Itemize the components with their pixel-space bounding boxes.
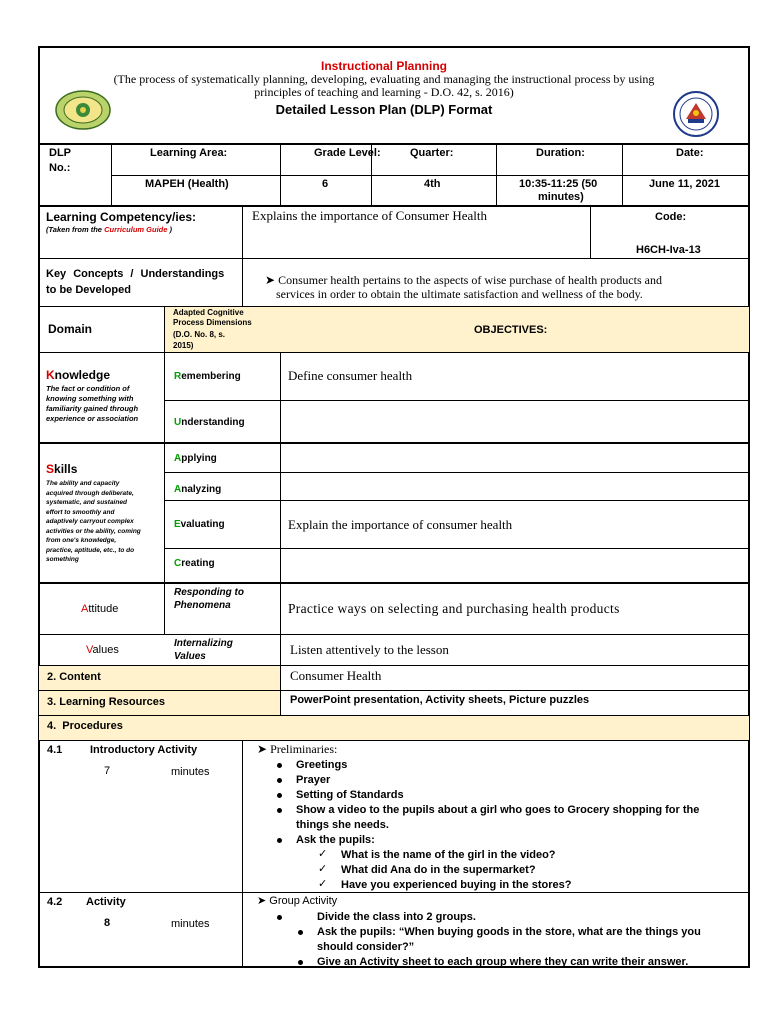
activity-item-continued: should consider?” [317,941,415,953]
bullet-dot-icon [277,793,282,798]
dlp-format-title: Detailed Lesson Plan (DLP) Format [275,102,493,117]
intro-item: Ask the pupils: [296,834,375,846]
understanding-label: Understanding [174,417,245,428]
checkmark-icon: ✓ [318,878,328,890]
creating-label: Creating [174,558,215,569]
activity-label: Activity [86,896,126,908]
code-label: Code: [655,211,687,223]
values-objective: Listen attentively to the lesson [290,642,449,657]
intro-minutes-num: 7 [104,765,111,777]
intro-item: Setting of Standards [296,789,404,801]
bullet-dot-icon [277,915,282,920]
intro-item-continued: things she needs. [296,819,389,831]
header-subtitle-line2: principles of teaching and learning - D.O. 42, s. 2016) [254,85,514,99]
values-label: Values [86,644,119,656]
date-value: June 11, 2021 [649,178,720,190]
content-text: Consumer Health [290,668,382,683]
code-value: H6CH-Iva-13 [636,244,701,256]
procedures-label: 4. Procedures [47,720,123,732]
intro-question: Have you experienced buying in the stores? [341,879,572,891]
learning-resources-label: 3. Learning Resources [47,696,165,708]
arrow-bullet-icon: ➤ [257,742,271,756]
quarter-value: 4th [424,178,441,190]
instructional-planning-title: Instructional Planning [320,59,447,73]
curriculum-guide-note: (Taken from the Curriculum Guide ) [46,225,173,234]
duration-label: Duration: [536,147,585,159]
learning-competency-label: Learning Competency/ies: [46,210,197,224]
header-subtitle-line1: (The process of systematically planning, developing, evaluating and managing the instructional process by using [113,72,655,86]
applying-label: Applying [174,453,217,464]
knowledge-desc: The fact or condition of knowing something with familiarity gained through experience or association [46,384,139,423]
dlp-no-label: No.: [49,162,71,174]
objectives-header: OBJECTIVES: [474,324,548,336]
deped-seal-icon [673,91,719,137]
intro-question: What is the name of the girl in the video? [341,849,556,861]
grade-level-value: 6 [322,178,329,190]
skills-label: Skills [46,462,78,476]
intro-item: Prayer [296,774,331,786]
attitude-label: Attitude [81,603,119,615]
key-concepts-label: Key Concepts / Understandings [46,268,225,280]
attitude-level: Responding to [174,587,244,598]
content-label: 2. Content [47,671,101,683]
bullet-dot-icon [298,930,303,935]
key-concepts-text: ➤ Consumer health pertains to the aspects of wise purchase of health products and [265,273,662,287]
date-label: Date: [676,147,704,159]
bullet-dot-icon [277,808,282,813]
arrow-bullet-icon: ➤ [265,273,279,287]
activity-item: Give an Activity sheet to each group where they can write their answer. [317,956,689,968]
learning-area-label: Learning Area: [150,147,228,159]
values-level-line2: Values [174,651,206,662]
analyzing-label: Analyzing [174,484,222,495]
activity-minutes-num: 8 [104,917,111,929]
quarter-label: Quarter: [410,147,454,159]
key-concepts-label-line2: to be Developed [46,284,131,296]
intro-minutes-label: minutes [171,766,210,778]
intro-question: What did Ana do in the supermarket? [341,864,536,876]
checkmark-icon: ✓ [318,863,328,875]
key-concepts-text-line2: services in order to obtain the ultimate satisfaction and wellness of the body. [276,287,643,301]
bullet-dot-icon [277,778,282,783]
acpd-header-line3: (D.O. No. 8, s. [173,330,226,339]
attitude-level-line2: Phenomena [174,600,231,611]
remembering-objective: Define consumer health [288,368,413,383]
intro-activity-label: Introductory Activity [90,744,198,756]
acpd-header: Adapted Cognitive [173,308,244,317]
dlp-label: DLP [49,147,71,159]
activity-num: 4.2 [47,896,63,908]
knowledge-label: Knowledge [46,368,111,382]
learning-resources-text: PowerPoint presentation, Activity sheets, Picture puzzles [290,694,590,706]
activity-item: Divide the class into 2 groups. [317,911,476,923]
evaluating-label: Evaluating [174,519,225,530]
acpd-header-line4: 2015) [173,341,194,350]
arrow-bullet-icon: ➤ [257,895,270,907]
domain-header: Domain [48,322,93,336]
learning-area-value: MAPEH (Health) [145,178,229,190]
competency-text: Explains the importance of Consumer Health [252,208,488,223]
checkmark-icon: ✓ [318,848,328,860]
activity-item: Ask the pupils: “When buying goods in the store, what are the things you [317,926,701,938]
grade-level-label: Grade Level: [314,147,381,159]
duration-value-line2: minutes) [538,191,584,203]
activity-minutes-label: minutes [171,918,210,930]
skills-desc: The ability and capacity acquired through deliberate, systematic, and sustained effort to smoothly and adaptively carryout complex activities or the ability, coming from one's knowledge, practice, aptitude, etc., to do something [46,480,141,563]
attitude-objective: Practice ways on selecting and purchasing health products [288,601,620,616]
remembering-label: Remembering [174,371,241,382]
group-activity-heading: ➤ Group Activity [257,895,338,907]
region-seal-icon [55,90,111,130]
intro-item: Show a video to the pupils about a girl who goes to Grocery shopping for the [296,804,700,816]
intro-item: Greetings [296,759,348,771]
values-level: Internalizing [174,638,233,649]
preliminaries-heading: ➤ Preliminaries: [257,742,338,756]
duration-value: 10:35-11:25 (50 [519,178,598,190]
acpd-header-line2: Process Dimensions [173,318,252,327]
evaluating-objective: Explain the importance of consumer health [288,517,513,532]
bullet-dot-icon [277,838,282,843]
intro-activity-num: 4.1 [47,744,63,756]
bullet-dot-icon [277,763,282,768]
bullet-dot-icon [298,960,303,965]
